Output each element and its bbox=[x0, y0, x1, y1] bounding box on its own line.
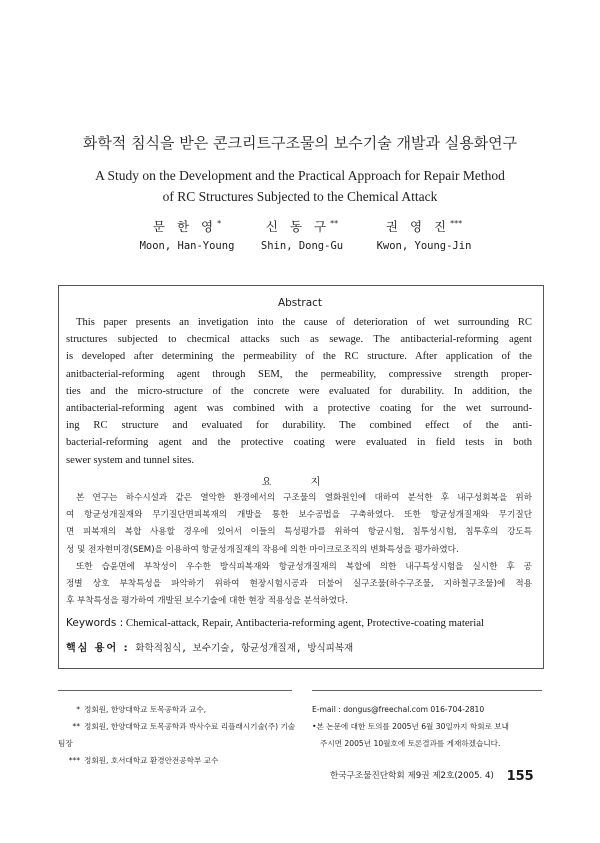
author-name-english: Kwon, Young-Jin bbox=[376, 240, 472, 252]
abstract-line: is developed after determining the permeability of the RC structure. After application of the bbox=[66, 351, 532, 363]
author-name-korean: 신 동 구** bbox=[265, 218, 339, 234]
keywords-english bbox=[66, 617, 536, 629]
author-3 bbox=[354, 217, 494, 252]
summary-body bbox=[66, 490, 532, 610]
summary-line: 또한 습윤면에 부착성이 우수한 방식피복재와 항균성개질재의 복합에 의한 내구특성시험을 실시한 후 공 bbox=[76, 561, 532, 572]
keywords-text: Chemical-attack, Repair, Antibacteria-reforming agent, Protective-coating material bbox=[125, 617, 485, 629]
page-footer bbox=[330, 769, 548, 784]
author-name-english: Moon, Han-Young bbox=[139, 240, 235, 252]
summary-line: 후 부착특성을 평가하여 개발된 보수기술에 대한 현장 적용성을 분석하였다. bbox=[66, 596, 348, 607]
author-2 bbox=[232, 217, 372, 252]
keywords-korean bbox=[66, 639, 536, 654]
abstract-line: bacterial-reforming agent and the protective coating were evaluated in field tests in both bbox=[66, 437, 532, 449]
author-name-korean: 문 한 영* bbox=[152, 218, 222, 234]
summary-line: 본 연구는 하수시설과 같은 열악한 환경에서의 구조물의 열화원인에 대하여 분석한 후 내구성회복을 위하 bbox=[76, 493, 532, 503]
footnote-email: E-mail : dongus@freechal.com 016-704-2810 bbox=[312, 705, 485, 714]
paper-title-english-line1: A Study on the Development and the Practical Approach for Repair Method bbox=[95, 168, 505, 183]
author-name-korean: 권 영 진*** bbox=[385, 218, 463, 234]
summary-line: 여 항균성개질재와 무기질단면피복재의 개발을 통한 보수공법을 구축하였다. 또한 항균성개질재와 무기질단 bbox=[66, 510, 532, 521]
footnote-discussion: •본 논문에 대한 토의를 2005년 6월 30일까지 학회로 보내 bbox=[312, 722, 509, 731]
summary-line: 면 피복재의 복합 사용할 경우에 있어서 이들의 특성평가를 위하여 항균시험, 침투성시험, 침투후의 강도특 bbox=[66, 527, 532, 538]
footnote-item: *** 정회원, 호서대학교 환경안전공학부 교수 bbox=[68, 756, 219, 765]
abstract-heading: Abstract bbox=[277, 297, 323, 309]
footnote-item: ** 정회원, 한양대학교 토목공학과 박사수료 리플래시기술(주) 기술팀장 bbox=[58, 722, 296, 748]
footnotes-affiliations bbox=[58, 701, 298, 769]
abstract-body bbox=[66, 314, 532, 469]
journal-info: 한국구조물진단학회 제9권 제2호(2005. 4) bbox=[330, 771, 494, 781]
summary-line: 정별 상호 부착특성을 파악하기 위하여 현장시험시공과 더불어 실구조물(하수구조물, 지하철구조물)에 적용 bbox=[66, 578, 532, 589]
summary-heading: 요 지 bbox=[261, 477, 339, 488]
keywords-label: 핵심 용어 : bbox=[66, 643, 130, 654]
abstract-line: ties and the micro-structure of the concrete were evaluated for durability. In addition, the bbox=[66, 385, 532, 397]
abstract-line: This paper presents an invetigation into the cause of deterioration of wet surrounding RC bbox=[76, 317, 532, 328]
footnote-rule-right bbox=[312, 690, 542, 691]
abstract-line: anitbacterial-reforming agent through SEM, the permeability, compressive strength proper- bbox=[66, 368, 532, 380]
author-name-english: Shin, Dong-Gu bbox=[260, 240, 344, 252]
paper-title-english-line2: of RC Structures Subjected to the Chemical Attack bbox=[162, 189, 438, 204]
keywords-label: Keywords : bbox=[66, 617, 124, 629]
footnotes-contact bbox=[312, 701, 544, 752]
page-number: 155 bbox=[506, 769, 534, 784]
footnote-discussion-cont: 주시면 2005년 10월호에 토론결과를 게재하겠습니다. bbox=[320, 739, 501, 748]
abstract-line: structures subjected to checmical attacks such as sewage. The antibacterial-reforming agent bbox=[66, 334, 532, 346]
abstract-line: ing RC structure and evaluated for durability. The combined effect of the anti- bbox=[66, 420, 532, 432]
abstract-line: sewer system and tunnel sites. bbox=[66, 454, 194, 466]
footnote-rule-left bbox=[58, 690, 292, 691]
keywords-text: 화학적침식, 보수기술, 항균성개질재, 방식피복재 bbox=[135, 643, 354, 654]
summary-line: 성 및 전자현미경(SEM)을 이용하여 항균성개질재의 작용에 의한 마이크로조직의 변화특성을 평가하였다. bbox=[66, 544, 459, 555]
footnote-item: * 정회원, 한양대학교 토목공학과 교수, bbox=[76, 705, 207, 714]
paper-title-korean: 화학적 침식을 받은 콘크리트구조물의 보수기술 개발과 실용화연구 bbox=[82, 134, 518, 152]
abstract-line: antibacterial-reforming agent was combined with a protective coating for the wet surround- bbox=[66, 402, 532, 414]
